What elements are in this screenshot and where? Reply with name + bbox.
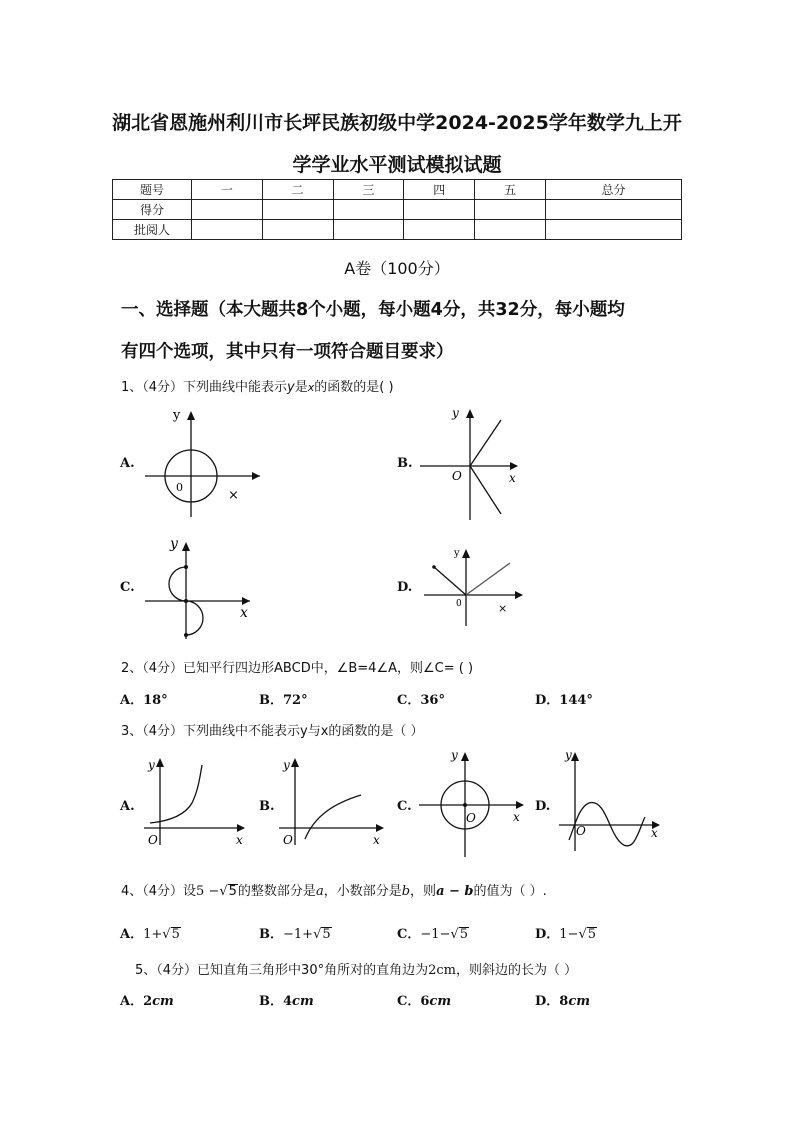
score-cell[interactable] bbox=[404, 220, 475, 240]
score-table-header-row bbox=[113, 180, 682, 200]
score-cell[interactable] bbox=[192, 200, 263, 220]
q3-option-d-label[interactable]: D. bbox=[535, 799, 551, 814]
svg-text:y: y bbox=[148, 758, 155, 772]
q3-option-b-label[interactable]: B. bbox=[259, 799, 275, 814]
score-cell[interactable] bbox=[333, 220, 404, 240]
svg-text:y: y bbox=[565, 748, 572, 762]
row-label: 批阅人 bbox=[113, 220, 192, 240]
table-header-cell: 总分 bbox=[545, 180, 681, 200]
svg-text:x: x bbox=[651, 826, 658, 840]
table-header-cell: 五 bbox=[475, 180, 546, 200]
q1-option-a-label[interactable]: A. bbox=[120, 456, 135, 471]
q3-graph-d[interactable] bbox=[555, 745, 670, 855]
q2-option-c[interactable]: C．36° bbox=[397, 693, 445, 708]
q2-option-b[interactable]: B．72° bbox=[259, 693, 308, 708]
table-header-cell: 二 bbox=[262, 180, 333, 200]
table-header-cell: 四 bbox=[404, 180, 475, 200]
svg-text:x: x bbox=[513, 810, 520, 824]
svg-text:x: x bbox=[373, 833, 380, 847]
q3-graph-a[interactable] bbox=[140, 755, 250, 850]
q3-option-a-label[interactable]: A. bbox=[120, 799, 135, 814]
q1-graph-c[interactable] bbox=[140, 535, 260, 645]
part1-heading-line2: 有四个选项，其中只有一项符合题目要求） bbox=[121, 342, 454, 362]
question-4-text: 4、（4分）设5 −√5的整数部分是a，小数部分是b，则a − b的值为（ ）. bbox=[121, 884, 547, 899]
question-5-text: 5、（4分）已知直角三角形中30°角所对的直角边为2cm，则斜边的长为（ ） bbox=[135, 963, 578, 978]
q5-option-a[interactable]: A．2cm bbox=[120, 994, 174, 1009]
svg-text:y: y bbox=[170, 536, 178, 552]
svg-text:y: y bbox=[451, 748, 458, 762]
svg-text:0: 0 bbox=[456, 599, 462, 609]
score-cell[interactable] bbox=[262, 200, 333, 220]
svg-text:x: x bbox=[509, 471, 516, 485]
svg-text:O: O bbox=[576, 824, 586, 838]
question-1-text: 1、（4分）下列曲线中能表示y是x的函数的是( ) bbox=[121, 380, 394, 395]
svg-text:O: O bbox=[466, 811, 476, 825]
q1-graph-a[interactable] bbox=[140, 405, 270, 523]
q1-option-c-label[interactable]: C. bbox=[120, 580, 135, 595]
svg-text:O: O bbox=[148, 833, 158, 847]
q4-option-c[interactable]: C．−1−√5 bbox=[397, 927, 468, 942]
row-label: 得分 bbox=[113, 200, 192, 220]
q1-option-b-label[interactable]: B. bbox=[397, 456, 413, 471]
q3-graph-c[interactable] bbox=[415, 745, 530, 860]
table-header-cell: 一 bbox=[192, 180, 263, 200]
exam-title-line2: 学学业水平测试模拟试题 bbox=[292, 154, 502, 176]
q4-option-a[interactable]: A．1+√5 bbox=[120, 927, 180, 942]
score-cell[interactable] bbox=[333, 200, 404, 220]
svg-text:y: y bbox=[173, 408, 181, 423]
section-a-title: A卷（100分） bbox=[344, 259, 450, 278]
table-header-cell: 三 bbox=[333, 180, 404, 200]
q3-option-c-label[interactable]: C. bbox=[397, 799, 412, 814]
q1-option-d-label[interactable]: D. bbox=[397, 580, 413, 595]
score-cell[interactable] bbox=[475, 200, 546, 220]
svg-text:y: y bbox=[283, 758, 290, 772]
q1-graph-b[interactable] bbox=[415, 402, 525, 524]
question-2-text: 2、（4分）已知平行四边形ABCD中，∠B=4∠A，则∠C= ( ) bbox=[121, 661, 474, 676]
svg-text:0: 0 bbox=[176, 481, 183, 494]
score-cell[interactable] bbox=[545, 200, 681, 220]
q3-graph-b[interactable] bbox=[275, 755, 390, 850]
svg-text:O: O bbox=[283, 833, 293, 847]
svg-text:×: × bbox=[228, 488, 239, 503]
q4-option-d[interactable]: D．1−√5 bbox=[535, 927, 597, 942]
exam-title-line1: 湖北省恩施州利川市长坪民族初级中学2024-2025学年数学九上开 bbox=[112, 112, 682, 134]
svg-text:x: x bbox=[236, 833, 243, 847]
score-cell[interactable] bbox=[262, 220, 333, 240]
svg-text:y: y bbox=[452, 406, 459, 420]
part1-heading-line1: 一、选择题（本大题共8个小题，每小题4分，共32分，每小题均 bbox=[121, 300, 625, 320]
svg-text:×: × bbox=[498, 602, 508, 615]
score-cell[interactable] bbox=[475, 220, 546, 240]
score-table-row bbox=[113, 200, 682, 220]
q1-graph-d[interactable] bbox=[420, 540, 530, 630]
svg-text:x: x bbox=[240, 605, 248, 621]
score-cell[interactable] bbox=[545, 220, 681, 240]
q2-option-a[interactable]: A．18° bbox=[120, 693, 168, 708]
question-3-text: 3、（4分）下列曲线中不能表示y与x的函数的是（ ） bbox=[121, 724, 424, 739]
table-header-cell: 题号 bbox=[113, 180, 192, 200]
q5-option-b[interactable]: B．4cm bbox=[259, 994, 314, 1009]
q4-option-b[interactable]: B．−1+√5 bbox=[259, 927, 331, 942]
q5-option-c[interactable]: C．6cm bbox=[397, 994, 452, 1009]
score-table-row bbox=[113, 220, 682, 240]
score-cell[interactable] bbox=[404, 200, 475, 220]
score-cell[interactable] bbox=[192, 220, 263, 240]
q2-option-d[interactable]: D．144° bbox=[535, 693, 593, 708]
svg-text:O: O bbox=[452, 469, 462, 483]
q5-option-d[interactable]: D．8cm bbox=[535, 994, 590, 1009]
score-table bbox=[112, 179, 682, 240]
svg-text:y: y bbox=[454, 548, 460, 559]
